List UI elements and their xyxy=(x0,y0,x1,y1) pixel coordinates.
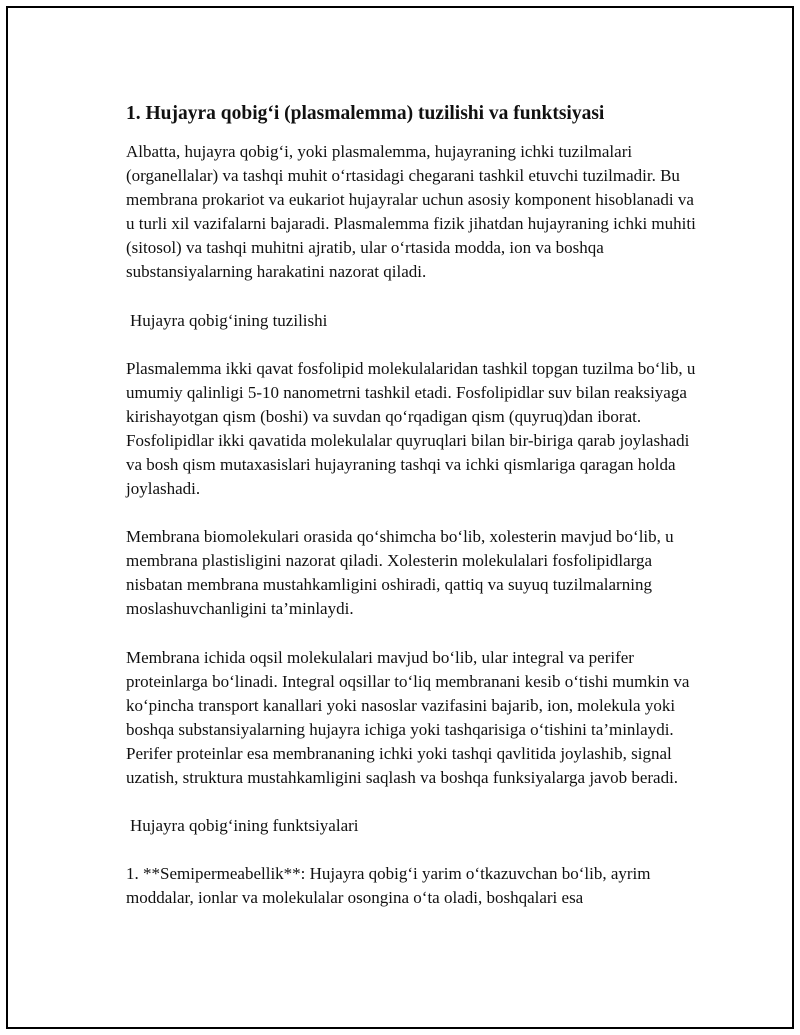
section-heading-functions: Hujayra qobig‘ining funktsiyalari xyxy=(130,816,359,836)
document-title: 1. Hujayra qobig‘i (plasmalemma) tuzilishi va funktsiyasi xyxy=(126,103,605,124)
section-heading-structure: Hujayra qobig‘ining tuzilishi xyxy=(130,310,328,330)
structure-paragraph-1: Plasmalemma ikki qavat fosfolipid molekulalaridan tashkil topgan tuzilma bo‘lib, u umumiy qalinligi 5-10 nanometrni tashkil etadi. Fosfolipidlar suv bilan reaksiyaga kirishayotgan qism (boshi) va suvdan qo‘rqadigan qism (quyruq)dan iborat. Fosfolipidlar ikki qavatida molekulalar quyruqlari bilan bir-biriga qarab joylashadi va bosh qism mutaxasislari hujayraning tashqi va ichki qismlariga qaragan holda joylashadi. xyxy=(126,358,696,499)
paragraph-spacer xyxy=(126,622,698,646)
document-page xyxy=(6,6,794,1029)
structure-paragraph-2: Membrana biomolekulari orasida qo‘shimcha bo‘lib, xolesterin mavjud bo‘lib, u membrana plastisligini nazorat qiladi. Xolesterin molekulalari fosfolipidlarga nisbatan membrana mustahkamligini oshiradi, qattiq va suyuq tuzilmalarning moslashuvchanligini ta’minlaydi. xyxy=(126,527,674,619)
paragraph-spacer xyxy=(126,333,698,357)
functions-paragraph-1: 1. **Semipermeabellik**: Hujayra qobig‘i yarim o‘tkazuvchan bo‘lib, ayrim moddalar, ionlar va molekulalar osongina o‘ta oladi, boshqalari esa xyxy=(126,864,651,908)
paragraph-spacer xyxy=(126,838,698,862)
paragraph-spacer xyxy=(126,501,698,525)
structure-paragraph-3: Membrana ichida oqsil molekulalari mavjud bo‘lib, ular integral va perifer proteinlarga bo‘linadi. Integral oqsillar to‘liq membranani kesib o‘tishi mumkin va ko‘pincha transport kanallari yoki nasoslar vazifasini bajarib, ion, molekula yoki boshqa substansiyalarning hujayra ichiga yoki tashqarisiga o‘tishini ta’minlaydi. Perifer proteinlar esa membrananing ichki yoki tashqi qavlitida joylashib, signal uzatish, struktura mustahkamligini saqlash va boshqa funksiyalarga javob beradi. xyxy=(126,647,690,787)
intro-paragraph: Albatta, hujayra qobig‘i, yoki plasmalemma, hujayraning ichki tuzilmalari (organellalar) va tashqi muhit o‘rtasidagi chegarani tashkil etuvchi tuzilmadir. Bu membrana prokariot va eukariot hujayralar uchun asosiy komponent hisoblanadi va u turli xil vazifalarni bajaradi. Plasmalemma fizik jihatdan hujayraning ichki muhiti (sitosol) va tashqi muhitni ajratib, ular o‘rtasida modda, ion va boshqa substansiyalarning harakatini nazorat qiladi. xyxy=(126,142,696,282)
document-body xyxy=(126,99,698,910)
paragraph-spacer xyxy=(126,285,698,309)
paragraph-spacer xyxy=(126,790,698,814)
